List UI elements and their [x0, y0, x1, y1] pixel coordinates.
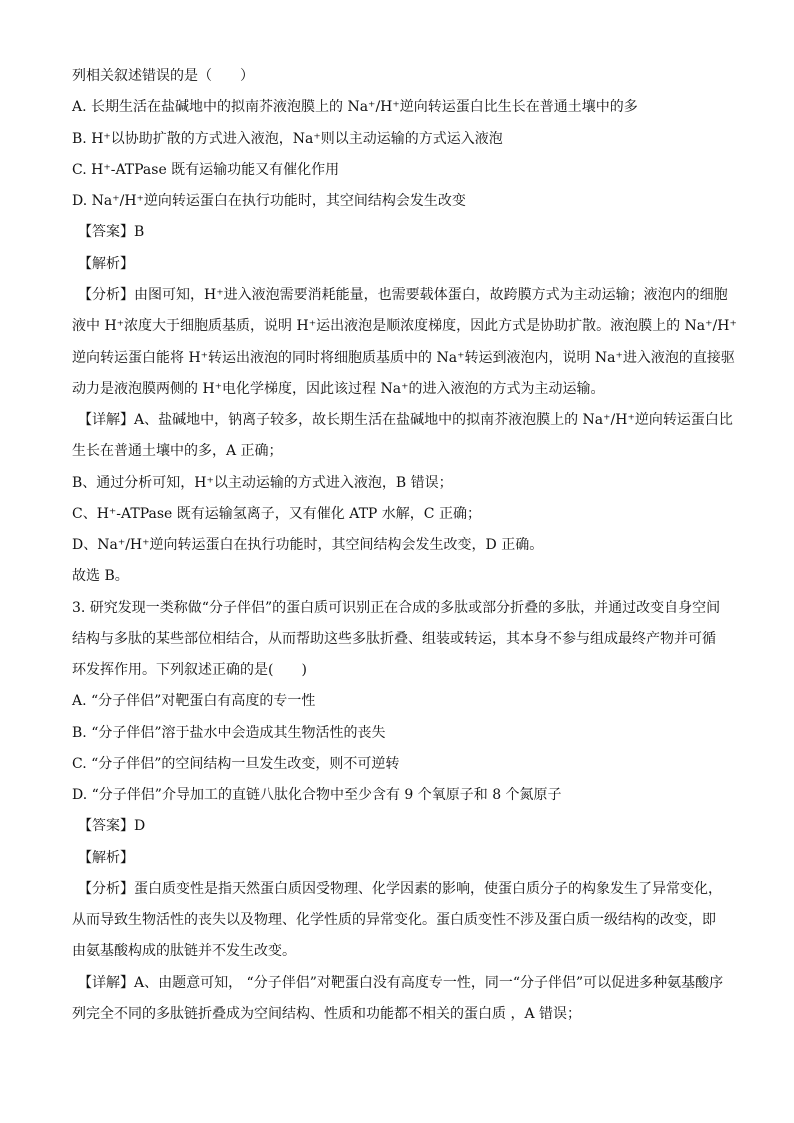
analysis-heading: 【解析】: [78, 850, 134, 866]
answer-line: 【答案】D: [78, 818, 146, 834]
question-3-stem: 3. 研究发现一类称做“分子伴侣”的蛋白质可识别正在合成的多肽或部分折叠的多肽，并通过改变自身空间: [72, 600, 721, 616]
analysis-text: 【分析】蛋白质变性是指天然蛋白质因受物理、化学因素的影响，使蛋白质分子的构象发生了异常变化，: [78, 881, 722, 897]
conclusion-text: 故选 B。: [72, 568, 129, 584]
analysis-text: 动力是液泡膜两侧的 H⁺电化学梯度，因此该过程 Na⁺的进入液泡的方式为主动运输。: [72, 381, 605, 397]
question-stem-tail: 列相关叙述错误的是（ ）: [72, 68, 254, 84]
analysis-text: 【分析】由图可知，H⁺进入液泡需要消耗能量，也需要载体蛋白，故跨膜方式为主动运输；液泡内的细胞: [78, 287, 728, 303]
detail-text: 【详解】A、由题意可知， “分子伴侣”对靶蛋白没有高度专一性，同一“分子伴侣”可以促进多种氨基酸序: [78, 975, 724, 991]
detail-text: B、通过分析可知，H⁺以主动运输的方式进入液泡，B 错误；: [72, 475, 453, 491]
analysis-text: 逆向转运蛋白能将 H⁺转运出液泡的同时将细胞质基质中的 Na⁺转运到液泡内，说明 Na⁺进入液泡的直接驱: [72, 350, 735, 366]
option-b: B. H⁺以协助扩散的方式进入液泡，Na⁺则以主动运输的方式运入液泡: [72, 131, 503, 147]
question-3-stem: 结构与多肽的某些部位相结合，从而帮助这些多肽折叠、组装或转运，其本身不参与组成最终产物并可循: [72, 631, 716, 647]
detail-text: C、H⁺-ATPase 既有运输氢离子，又有催化 ATP 水解，C 正确；: [72, 506, 481, 522]
detail-text: 【详解】A、盐碱地中，钠离子较多，故长期生活在盐碱地中的拟南芥液泡膜上的 Na⁺/H⁺逆向转运蛋白比: [78, 412, 733, 428]
option-d: D. Na⁺/H⁺逆向转运蛋白在执行功能时，其空间结构会发生改变: [72, 193, 466, 209]
answer-line: 【答案】B: [78, 224, 145, 240]
option-b: B. “分子伴侣”溶于盐水中会造成其生物活性的丧失: [72, 725, 386, 741]
option-a: A. 长期生活在盐碱地中的拟南芥液泡膜上的 Na⁺/H⁺逆向转运蛋白比生长在普通土壤中的多: [72, 99, 638, 115]
detail-text: D、Na⁺/H⁺逆向转运蛋白在执行功能时，其空间结构会发生改变，D 正确。: [72, 537, 544, 553]
detail-text: 列完全不同的多肽链折叠成为空间结构、性质和功能都不相关的蛋白质 ，A 错误；: [72, 1006, 582, 1022]
option-d: D. “分子伴侣”介导加工的直链八肽化合物中至少含有 9 个氧原子和 8 个氮原子: [72, 787, 562, 803]
analysis-heading: 【解析】: [78, 256, 134, 272]
question-3-stem: 环发挥作用。下列叙述正确的是( ): [72, 662, 307, 678]
detail-text: 生长在普通土壤中的多，A 正确；: [72, 443, 283, 459]
option-c: C. H⁺-ATPase 既有运输功能又有催化作用: [72, 162, 340, 178]
analysis-text: 由氨基酸构成的肽链并不发生改变。: [72, 943, 296, 959]
option-a: A. “分子伴侣”对靶蛋白有高度的专一性: [72, 693, 316, 709]
analysis-text: 从而导致生物活性的丧失以及物理、化学性质的异常变化。蛋白质变性不涉及蛋白质一级结构的改变，即: [72, 912, 716, 928]
option-c: C. “分子伴侣”的空间结构一旦发生改变，则不可逆转: [72, 756, 400, 772]
analysis-text: 液中 H⁺浓度大于细胞质基质，说明 H⁺运出液泡是顺浓度梯度，因此方式是协助扩散。液泡膜上的 Na⁺/H⁺: [72, 318, 737, 334]
